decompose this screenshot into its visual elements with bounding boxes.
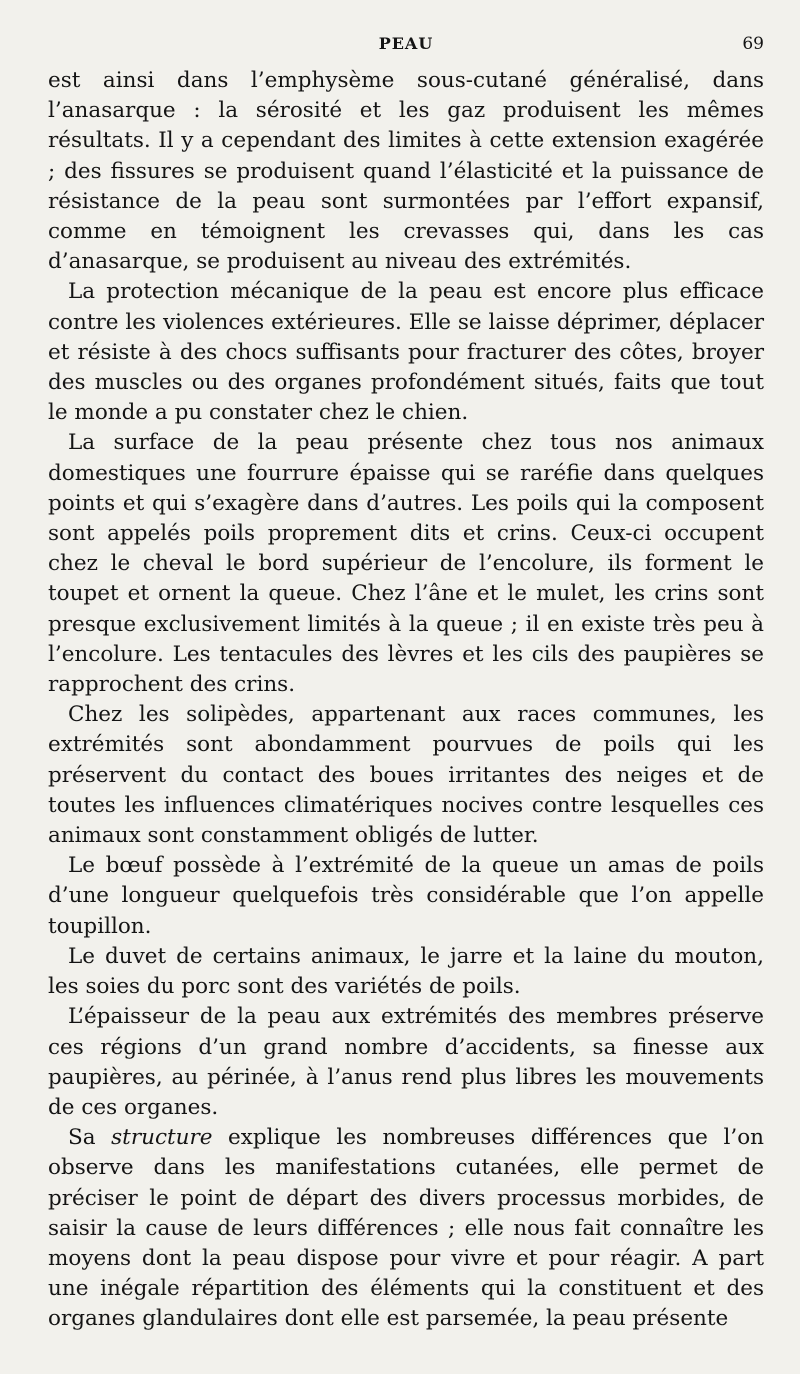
- paragraph-solipedes: [48, 700, 764, 851]
- paragraph-hair-varieties: [48, 942, 764, 1002]
- page-number: 69: [742, 34, 764, 54]
- paragraph-mechanical-protection: [48, 277, 764, 428]
- paragraph-text: Le bœuf possède à l’extrémité de la queue un amas de poils d’une longueur quelquefois très considérable que l’on appelle toupillon.: [48, 853, 764, 939]
- paragraph-structure: [48, 1123, 764, 1334]
- paragraph-fur: [48, 428, 764, 700]
- running-header: [48, 28, 764, 64]
- paragraph-text: La surface de la peau présente chez tous nos animaux domestiques une fourrure épaisse qui se raréfie dans quelques points et qui s’exagère dans d’autres. Les poils qui la composent sont appelés poils proprement dits et crins. Ceux-ci occupent chez le cheval le bord supérieur de l’encolure, ils forment le toupet et ornent la queue. Chez l’âne et le mulet, les crins sont presque exclusivement limités à la queue ; il en existe très peu à l’encolure. Les tentacules des lèvres et les cils des paupières se rapprochent des crins.: [48, 430, 764, 698]
- italic-term: structure: [111, 1125, 213, 1151]
- paragraph-ox-tail: [48, 851, 764, 942]
- paragraph-skin-thickness: [48, 1002, 764, 1123]
- paragraph-text: L’épaisseur de la peau aux extrémités des membres préserve ces régions d’un grand nombre d’accidents, sa finesse aux paupières, au périnée, à l’anus rend plus libres les mouvements de ces organes.: [48, 1004, 764, 1120]
- paragraph-text: La protection mécanique de la peau est encore plus efficace contre les violences extérieures. Elle se laisse déprimer, déplacer et résiste à des chocs suffisants pour fracturer des côtes, broyer des muscles ou des organes profondément situés, faits que tout le monde a pu constater chez le chien.: [48, 279, 764, 426]
- running-title: PEAU: [378, 34, 434, 53]
- paragraph-lead: Sa: [68, 1125, 112, 1151]
- body-text: [48, 66, 764, 1335]
- paragraph-emphysema: [48, 66, 764, 277]
- paragraph-text: Le duvet de certains animaux, le jarre et la laine du mouton, les soies du porc sont des variétés de poils.: [48, 943, 764, 1000]
- paragraph-text: est ainsi dans l’emphysème sous-cutané généralisé, dans l’anasarque : la sérosité et les gaz produisent les mêmes résultats. Il y a cependant des limites à cette extension exagérée ; des fissures se produisent quand l’élasticité et la puissance de résistance de la peau sont surmontées par l’effort expansif, comme en témoignent les crevasses qui, dans les cas d’anasarque, se produisent au niveau des extrémités.: [48, 68, 764, 275]
- paragraph-text: Chez les solipèdes, appartenant aux races communes, les extrémités sont abondamment pourvues de poils qui les préservent du contact des boues irritantes des neiges et de toutes les influences climatériques nocives contre lesquelles ces animaux sont constamment obligés de lutter.: [48, 702, 764, 849]
- paragraph-text: explique les nombreuses différences que l’on observe dans les manifestations cutanées, elle permet de préciser le point de départ des divers processus morbides, de saisir la cause de leurs différences ; elle nous fait connaître les moyens dont la peau dispose pour vivre et pour réagir. A part une inégale répartition des éléments qui la constituent et des organes glandulaires dont elle est parsemée, la peau présente: [48, 1125, 764, 1332]
